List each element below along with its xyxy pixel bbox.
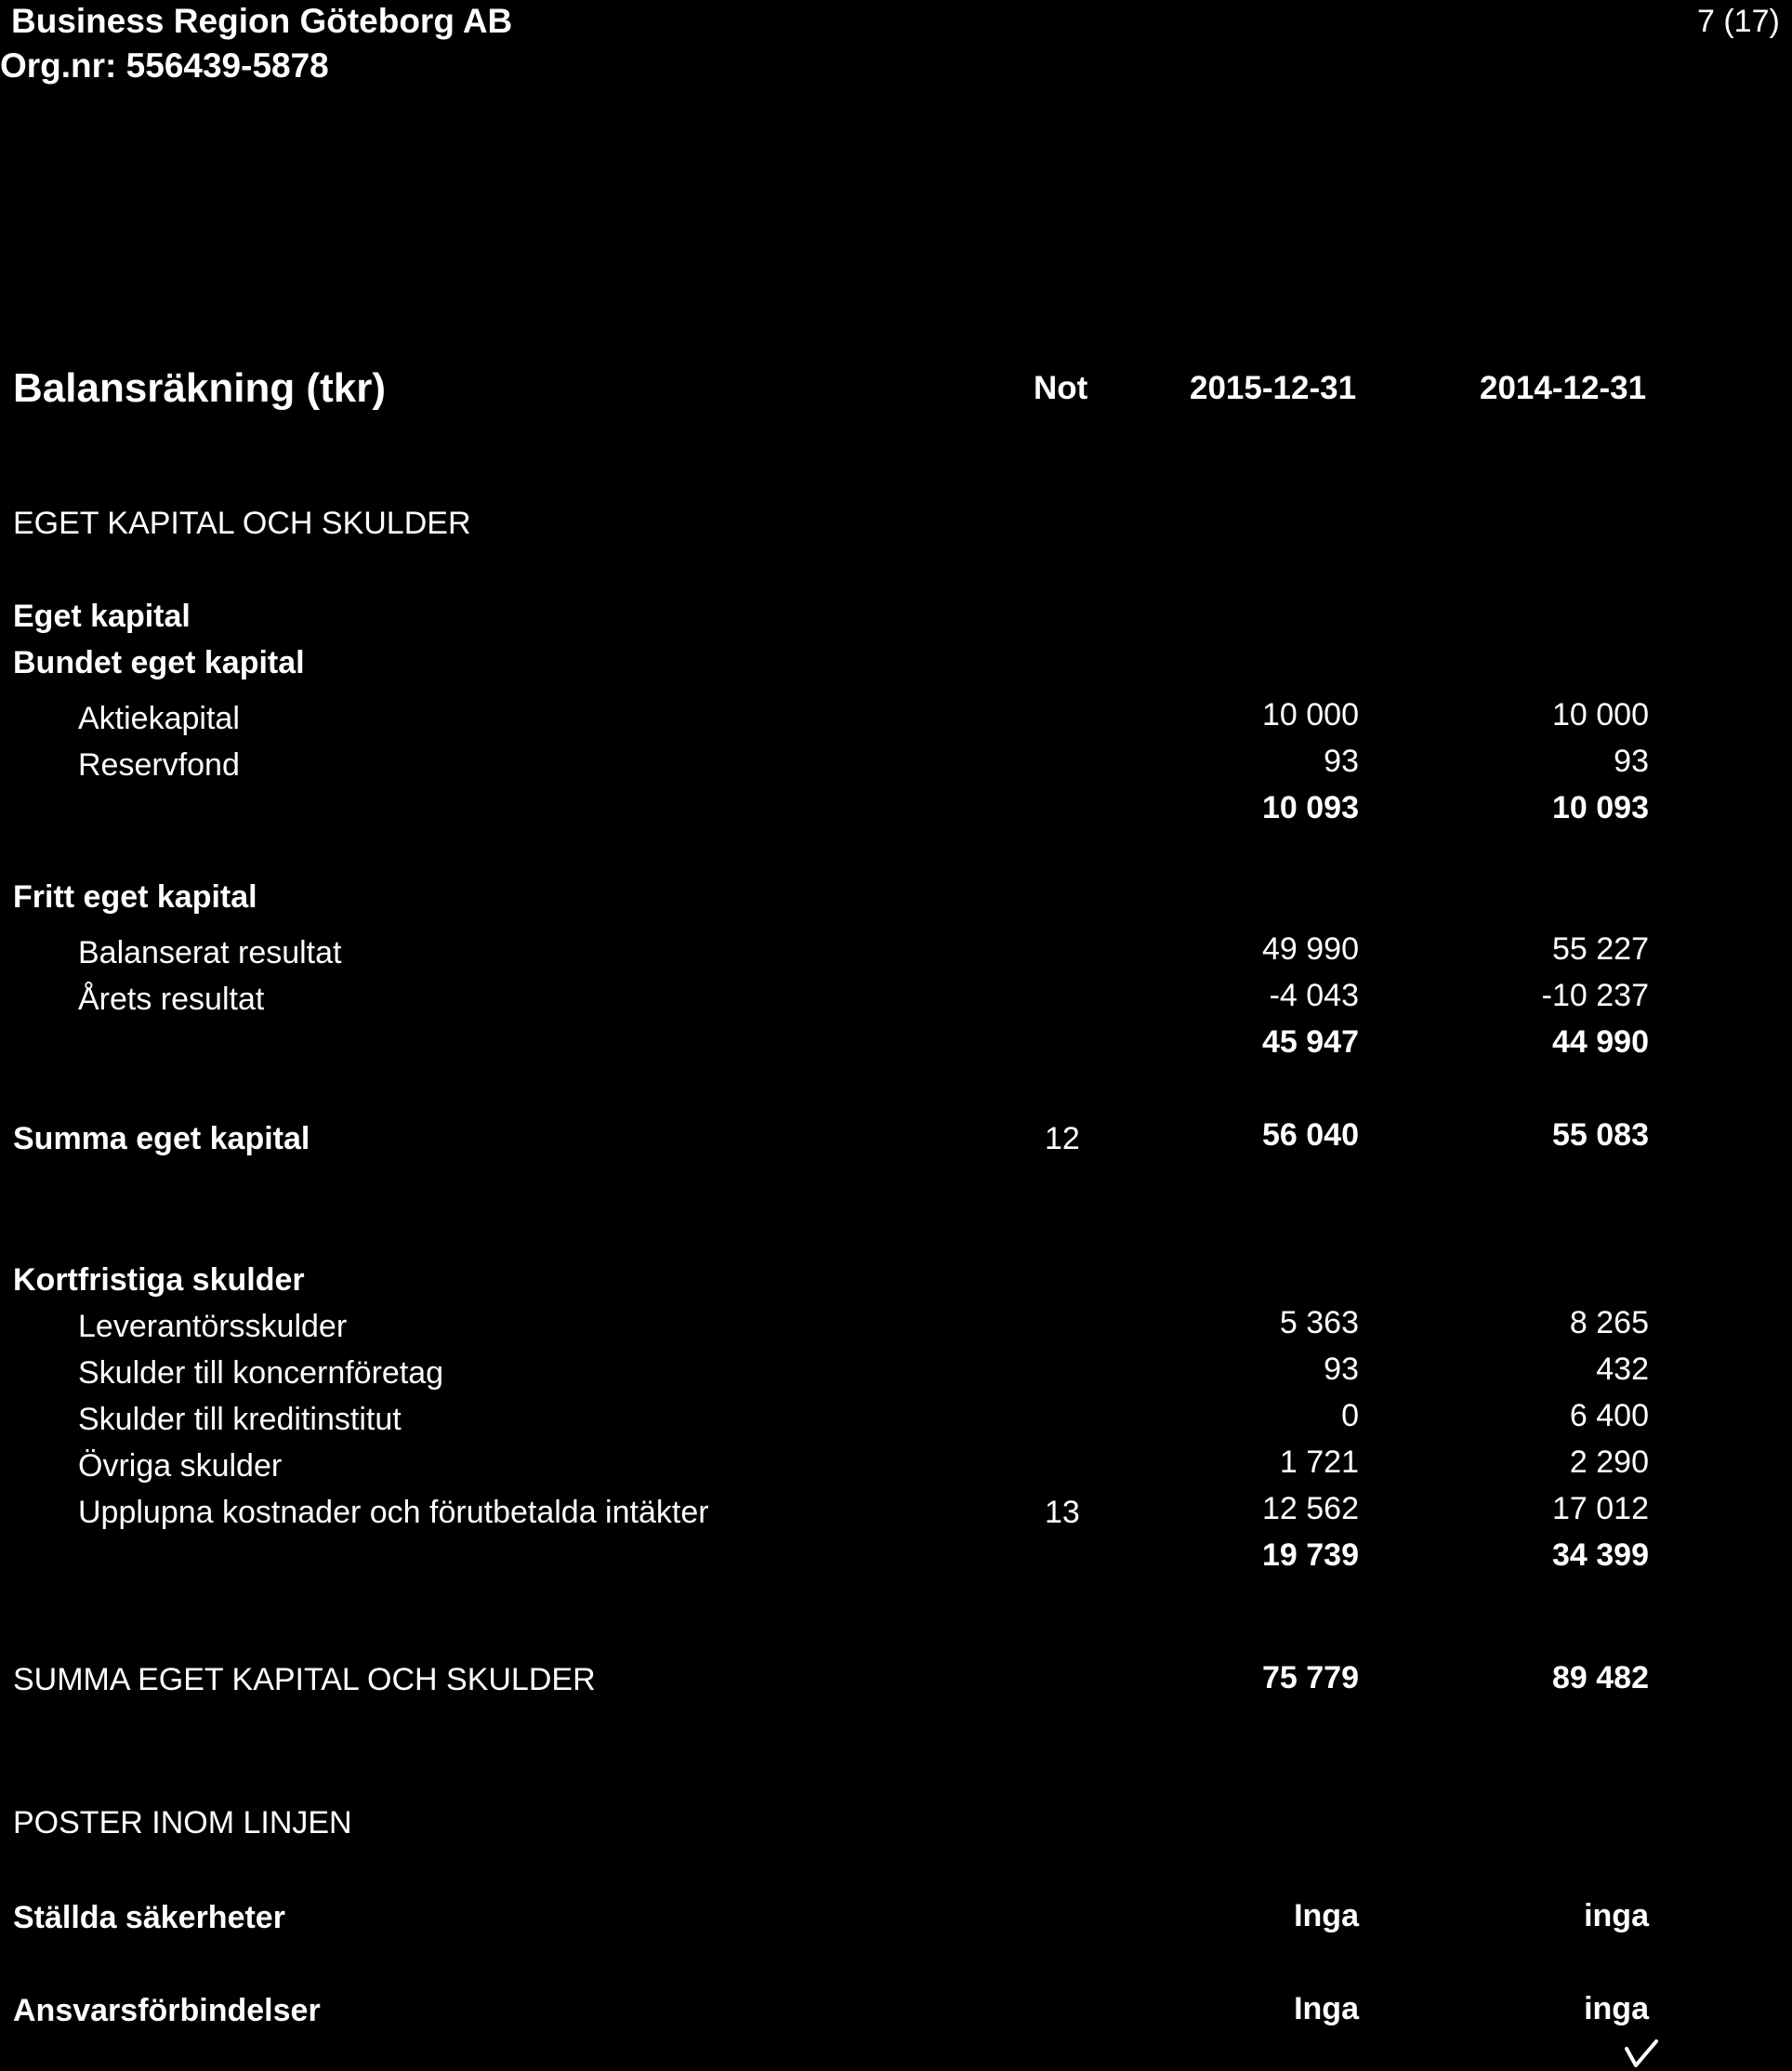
value-2014-balanserat-resultat: 55 227 xyxy=(1552,931,1649,967)
value-2014-skulder-kreditinstitut: 6 400 xyxy=(1569,1398,1649,1433)
row-label-leverantorsskulder: Leverantörsskulder xyxy=(78,1309,348,1344)
subtotal-2015-restricted-equity: 10 093 xyxy=(1262,790,1359,825)
grand-total-label: SUMMA EGET KAPITAL OCH SKULDER xyxy=(13,1662,596,1697)
subtotal-2014-unrestricted-equity: 44 990 xyxy=(1552,1024,1649,1060)
unrestricted-equity-heading: Fritt eget kapital xyxy=(13,879,257,915)
note-column-header: Not xyxy=(1034,370,1088,406)
value-2015-reservfond: 93 xyxy=(1324,744,1359,779)
subtotal-2014-restricted-equity: 10 093 xyxy=(1552,790,1649,825)
equity-heading: Eget kapital xyxy=(13,599,191,634)
row-label-upplupna-kostnader: Upplupna kostnader och förutbetalda intäkter xyxy=(78,1495,709,1530)
total-2015-equity: 56 040 xyxy=(1262,1117,1359,1153)
subtotal-2015-current-liabilities: 19 739 xyxy=(1262,1537,1359,1573)
column-header-2015: 2015-12-31 xyxy=(1190,370,1357,406)
value-2014-ovriga-skulder: 2 290 xyxy=(1569,1444,1649,1480)
row-label-reservfond: Reservfond xyxy=(78,747,240,783)
subtotal-2015-unrestricted-equity: 45 947 xyxy=(1262,1024,1359,1060)
value-2015-ovriga-skulder: 1 721 xyxy=(1279,1444,1359,1480)
row-label-skulder-kreditinstitut: Skulder till kreditinstitut xyxy=(78,1402,402,1437)
value-2015-skulder-kreditinstitut: 0 xyxy=(1341,1398,1359,1433)
off-balance-heading: POSTER INOM LINJEN xyxy=(13,1805,352,1840)
row-label-aktiekapital: Aktiekapital xyxy=(78,701,240,736)
value-2015-balanserat-resultat: 49 990 xyxy=(1262,931,1359,967)
value-2015-arets-resultat: -4 043 xyxy=(1269,978,1359,1013)
company-name: Business Region Göteborg AB xyxy=(11,2,513,40)
value-2014-upplupna-kostnader: 17 012 xyxy=(1552,1491,1649,1526)
upplupna-note: 13 xyxy=(1045,1495,1080,1530)
value-2015-leverantorsskulder: 5 363 xyxy=(1279,1305,1359,1340)
current-liabilities-heading: Kortfristiga skulder xyxy=(13,1262,305,1298)
row-label-arets-resultat: Årets resultat xyxy=(78,982,265,1017)
section-heading-equity-liabilities: EGET KAPITAL OCH SKULDER xyxy=(13,506,471,541)
total-equity-label: Summa eget kapital xyxy=(13,1121,310,1156)
row-label-ovriga-skulder: Övriga skulder xyxy=(78,1448,283,1484)
row-label-ansvarsforbindelser: Ansvarsförbindelser xyxy=(13,1993,321,2028)
grand-total-2015: 75 779 xyxy=(1262,1660,1359,1695)
value-2014-stallda-sakerheter: inga xyxy=(1584,1898,1649,1933)
value-2015-skulder-koncernforetag: 93 xyxy=(1324,1352,1359,1387)
total-2014-equity: 55 083 xyxy=(1552,1117,1649,1153)
page-number: 7 (17) xyxy=(1697,4,1780,39)
grand-total-2014: 89 482 xyxy=(1552,1660,1649,1695)
value-2015-aktiekapital: 10 000 xyxy=(1262,697,1359,732)
value-2015-upplupna-kostnader: 12 562 xyxy=(1262,1491,1359,1526)
row-label-balanserat-resultat: Balanserat resultat xyxy=(78,935,342,970)
value-2015-stallda-sakerheter: Inga xyxy=(1294,1898,1359,1933)
balance-sheet-title: Balansräkning (tkr) xyxy=(13,365,386,411)
subtotal-2014-current-liabilities: 34 399 xyxy=(1552,1537,1649,1573)
restricted-equity-heading: Bundet eget kapital xyxy=(13,645,305,680)
value-2014-reservfond: 93 xyxy=(1614,744,1649,779)
value-2014-arets-resultat: -10 237 xyxy=(1541,978,1649,1013)
total-equity-note: 12 xyxy=(1045,1121,1080,1156)
row-label-skulder-koncernforetag: Skulder till koncernföretag xyxy=(78,1355,444,1391)
org-number: Org.nr: 556439-5878 xyxy=(0,46,329,85)
column-header-2014: 2014-12-31 xyxy=(1480,370,1647,406)
value-2014-ansvarsforbindelser: inga xyxy=(1584,1991,1649,2026)
value-2015-ansvarsforbindelser: Inga xyxy=(1294,1991,1359,2026)
value-2014-leverantorsskulder: 8 265 xyxy=(1569,1305,1649,1340)
value-2014-skulder-koncernforetag: 432 xyxy=(1596,1352,1649,1387)
check-mark-icon xyxy=(1625,2039,1658,2067)
value-2014-aktiekapital: 10 000 xyxy=(1552,697,1649,732)
row-label-stallda-sakerheter: Ställda säkerheter xyxy=(13,1900,285,1935)
